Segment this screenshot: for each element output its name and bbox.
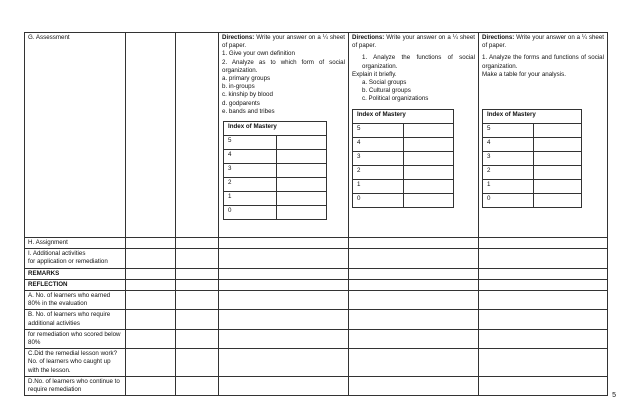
assessment-col2 (349, 33, 479, 238)
mastery-level: 2 (224, 178, 277, 192)
mastery-count (534, 138, 582, 152)
assessment-col1 (219, 33, 349, 238)
mastery-count (404, 165, 454, 179)
reflection-item-row (25, 310, 608, 329)
mastery-level: 1 (353, 179, 404, 193)
mastery-level: 5 (353, 123, 404, 137)
item-line: a. primary groups (222, 75, 271, 83)
directions-text: Write your answer on a ¼ sheet of paper. (352, 34, 475, 50)
mastery-count (534, 124, 582, 138)
reflection-row (25, 279, 608, 290)
assessment-label: G. Assessment (25, 33, 126, 238)
mastery-level: 3 (353, 151, 404, 165)
mastery-table (223, 121, 327, 220)
mastery-title: Index of Mastery (353, 109, 454, 123)
empty-cell (176, 33, 219, 238)
reflection-item-row (25, 376, 608, 395)
directions-text: Write your answer on a ¼ sheet of paper. (222, 34, 345, 50)
mastery-count (277, 136, 327, 150)
reflection-item-row (25, 291, 608, 310)
mastery-level: 4 (224, 150, 277, 164)
mastery-count (404, 193, 454, 207)
mastery-table (352, 109, 454, 208)
mastery-level: 0 (224, 206, 277, 220)
lesson-plan-sheet (24, 32, 607, 396)
mastery-level: 2 (483, 166, 534, 180)
mastery-level: 3 (483, 152, 534, 166)
lesson-plan-table (24, 32, 608, 396)
reflection-item: D.No. of learners who continue to require remediation (25, 376, 126, 395)
mastery-count (534, 180, 582, 194)
mastery-count (277, 150, 327, 164)
mastery-count (404, 179, 454, 193)
item-line: e. bands and tribes (222, 107, 275, 115)
directions-label: Directions: (222, 34, 255, 41)
reflection-item: C.Did the remedial lesson work? No. of learners who caught up with the lesson. (25, 349, 126, 377)
mastery-level: 5 (483, 124, 534, 138)
assignment-row (25, 238, 608, 249)
item-line: Make a table for your analysis. (482, 70, 566, 78)
mastery-level: 4 (353, 137, 404, 151)
mastery-count (277, 192, 327, 206)
mastery-level: 1 (224, 192, 277, 206)
item-line: 1. Give your own definition (222, 50, 295, 58)
reflection-item-row (25, 329, 608, 348)
item-line: 1. Analyze the forms and functions of social organization. (482, 54, 604, 70)
mastery-table (482, 109, 582, 208)
item-line: 1. Analyze the functions of social organization. (362, 54, 475, 70)
mastery-level: 0 (353, 193, 404, 207)
directions-text: Write your answer on a ¼ sheet of paper. (482, 34, 604, 50)
mastery-count (277, 206, 327, 220)
mastery-count (534, 194, 582, 208)
mastery-count (404, 123, 454, 137)
empty-cell (126, 33, 176, 238)
additional-row (25, 249, 608, 268)
item-line: 2. Analyze as to which form of social organization. (222, 58, 345, 74)
mastery-level: 5 (224, 136, 277, 150)
item-line: b. in-groups (222, 83, 255, 91)
assignment-label: H. Assignment (25, 238, 126, 249)
assessment-row (25, 33, 608, 238)
mastery-count (404, 151, 454, 165)
reflection-item-row (25, 349, 608, 377)
reflection-item: A. No. of learners who earned 80% in the evaluation (25, 291, 126, 310)
mastery-title: Index of Mastery (483, 110, 582, 124)
remarks-row (25, 268, 608, 279)
reflection-label: REFLECTION (25, 279, 126, 290)
assessment-col3 (479, 33, 608, 238)
page-number: 5 (612, 392, 616, 399)
additional-label: I. Additional activities for application or remediation (25, 249, 126, 268)
item-line: a. Social groups (362, 79, 407, 87)
remarks-label: REMARKS (25, 268, 126, 279)
mastery-title: Index of Mastery (224, 122, 327, 136)
item-line: c. Political organizations (362, 95, 429, 103)
reflection-item: B. No. of learners who require additional activities (25, 310, 126, 329)
item-line: b. Cultural groups (362, 87, 411, 95)
mastery-level: 3 (224, 164, 277, 178)
mastery-count (277, 164, 327, 178)
directions-label: Directions: (352, 34, 385, 41)
mastery-count (534, 152, 582, 166)
mastery-level: 2 (353, 165, 404, 179)
item-line: Explain it briefly. (352, 70, 397, 78)
mastery-count (534, 166, 582, 180)
mastery-level: 0 (483, 194, 534, 208)
item-line: d. godparents (222, 99, 260, 107)
mastery-level: 4 (483, 138, 534, 152)
mastery-count (277, 178, 327, 192)
item-line: c. kinship by blood (222, 91, 273, 99)
reflection-item: for remediation who scored below 80% (25, 329, 126, 348)
mastery-count (404, 137, 454, 151)
directions-label: Directions: (482, 34, 515, 41)
mastery-level: 1 (483, 180, 534, 194)
